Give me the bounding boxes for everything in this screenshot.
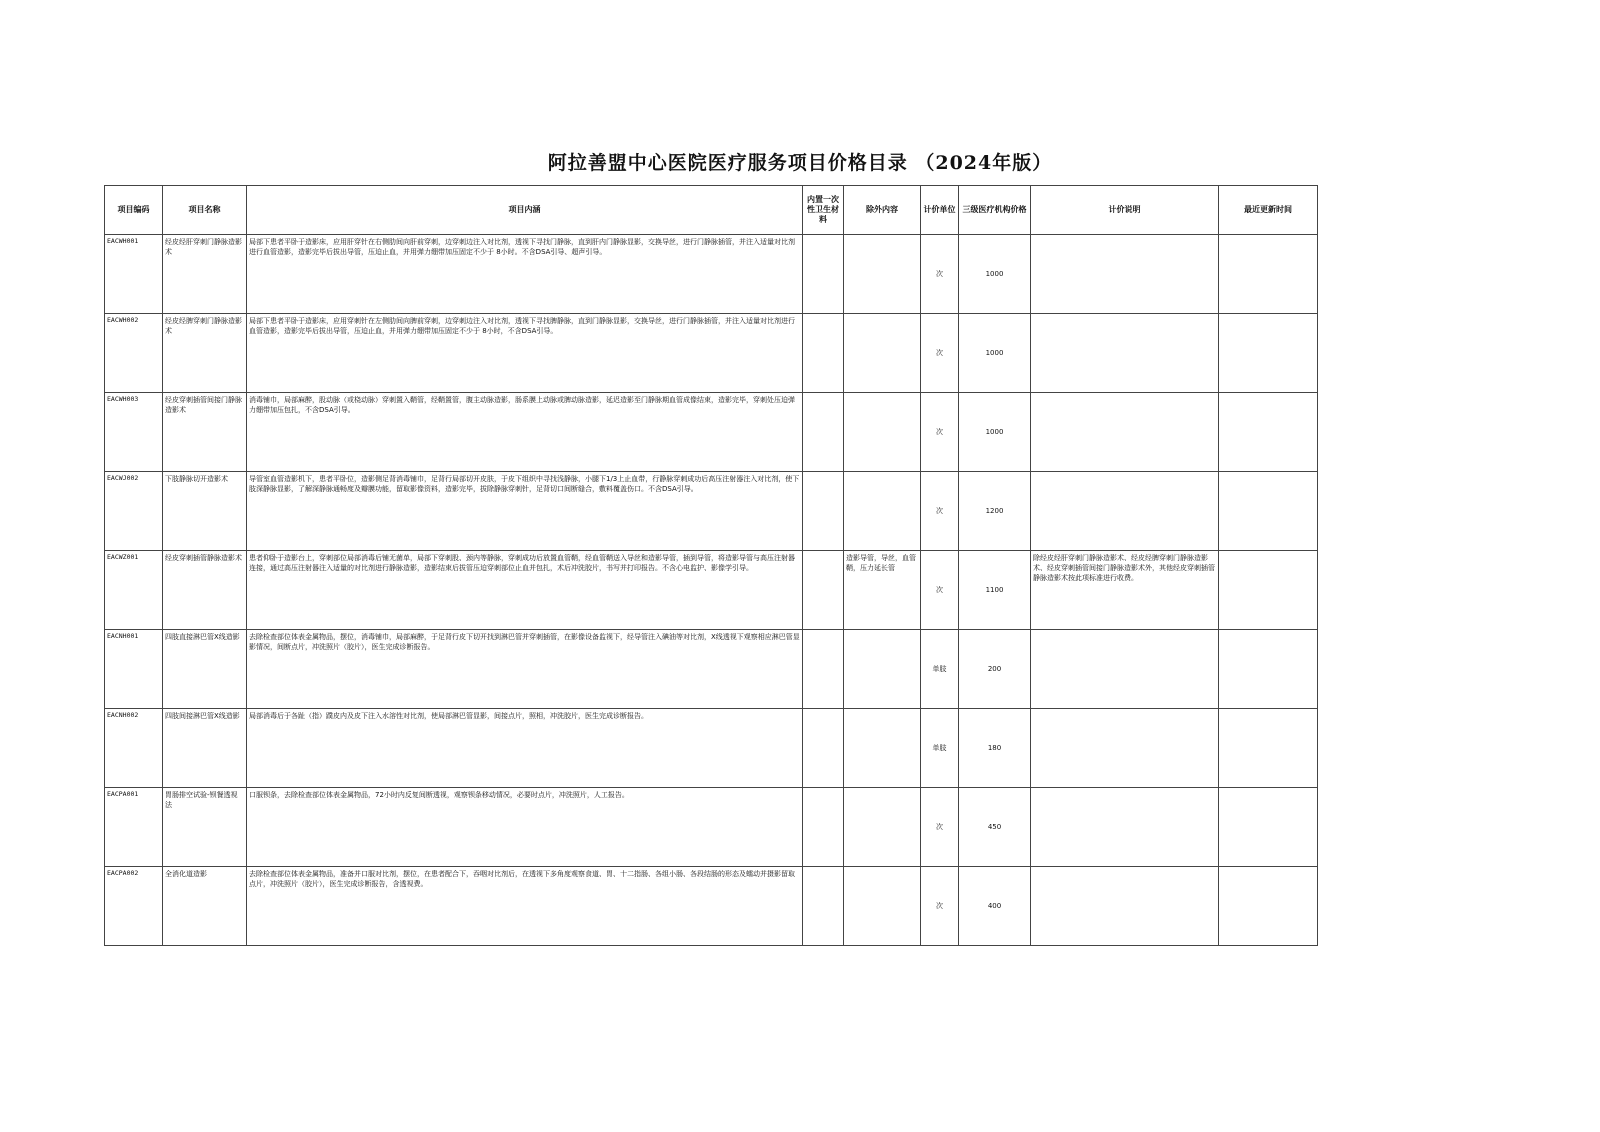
item-excluded: 造影导管，导丝，血管鞘，压力延长管 — [844, 551, 921, 630]
item-name: 经皮穿刺插管静脉造影术 — [163, 551, 247, 630]
item-content: 导管室血管造影机下，患者平卧位，造影侧足背消毒铺巾，足背行局部切开皮肤，于皮下组织中寻找浅静脉，小腿下1/3上止血带，行静脉穿刺成功后高压注射器注入对比剂，使下肢深静脉显影，了解深静脉通畅度及瓣膜功能，留取影像资料，造影完毕，拔除静脉穿刺针，足背切口间断缝合，敷料覆盖伤口。不含DSA引导。 — [247, 472, 803, 551]
item-updated — [1219, 867, 1318, 946]
item-consumable — [803, 788, 844, 867]
item-excluded — [844, 472, 921, 551]
table-row — [105, 235, 1318, 314]
item-unit: 次 — [921, 551, 959, 630]
item-consumable — [803, 393, 844, 472]
price-table — [104, 185, 1318, 946]
header-excluded: 除外内容 — [844, 186, 921, 235]
item-unit: 次 — [921, 788, 959, 867]
item-consumable — [803, 472, 844, 551]
item-price: 1100 — [959, 551, 1031, 630]
item-price: 200 — [959, 630, 1031, 709]
item-excluded — [844, 788, 921, 867]
item-consumable — [803, 630, 844, 709]
item-code: EACWH001 — [105, 235, 163, 314]
item-unit: 次 — [921, 393, 959, 472]
header-unit: 计价单位 — [921, 186, 959, 235]
item-unit: 单肢 — [921, 630, 959, 709]
item-name: 下肢静脉切开造影术 — [163, 472, 247, 551]
item-name: 经皮穿刺插管间接门静脉造影术 — [163, 393, 247, 472]
item-content: 口服钡条，去除检查部位体表金属物品，72小时内反复间断透视，观察钡条移动情况，必要时点片，冲洗照片，人工报告。 — [247, 788, 803, 867]
item-name: 全消化道造影 — [163, 867, 247, 946]
table-row — [105, 630, 1318, 709]
table-row — [105, 867, 1318, 946]
item-content: 患者仰卧于造影台上，穿刺部位局部消毒后铺无菌单，局部下穿刺股、颈内等静脉，穿刺成功后放置血管鞘，经血管鞘送入导丝和造影导管，插到导管，将造影导管与高压注射器连接，通过高压注射器注入适量的对比剂进行静脉造影，造影结束后拔管压迫穿刺部位止血并包扎，术后冲洗胶片，书写并打印报告。不含心电监护、影像学引导。 — [247, 551, 803, 630]
item-code: EACNH002 — [105, 709, 163, 788]
item-price: 450 — [959, 788, 1031, 867]
header-updated: 最近更新时间 — [1219, 186, 1318, 235]
header-content: 项目内涵 — [247, 186, 803, 235]
item-content: 局部下患者平卧于造影床，应用穿刺针在左侧肋间向脾前穿刺，边穿刺边注入对比剂，透视下寻找脾静脉，直到门静脉显影，交换导丝，进行门静脉插管，并注入适量对比剂进行血管造影，造影完毕后拔出导管，压迫止血，并用弹力绷带加压固定不少于 8小时，不含DSA引导。 — [247, 314, 803, 393]
item-name: 四肢直接淋巴管X线造影 — [163, 630, 247, 709]
header-consumable: 内置一次性卫生材料 — [803, 186, 844, 235]
item-consumable — [803, 235, 844, 314]
item-code: EACWH002 — [105, 314, 163, 393]
table-row — [105, 472, 1318, 551]
item-name: 胃肠排空试验-钡餐透视法 — [163, 788, 247, 867]
table-header-row — [105, 186, 1318, 235]
item-content: 去除检查部位体表金属物品，准备并口服对比剂，摆位，在患者配合下，吞咽对比剂后，在透视下多角度观察食道、胃、十二指肠、各组小肠、各段结肠的形态及蠕动并摄影留取点片，冲洗照片（胶片），医生完成诊断报告，含透视费。 — [247, 867, 803, 946]
table-row — [105, 788, 1318, 867]
item-unit: 次 — [921, 867, 959, 946]
item-updated — [1219, 709, 1318, 788]
table-row — [105, 709, 1318, 788]
item-content: 消毒铺巾，局部麻醉，股动脉（或桡动脉）穿刺置入鞘管，经鞘置管，腹主动脉造影，肠系膜上动脉或脾动脉造影，延迟造影至门静脉期血管成像结束，造影完毕，穿刺处压迫弹力绷带加压包扎，不含DSA引导。 — [247, 393, 803, 472]
item-updated — [1219, 235, 1318, 314]
item-note — [1031, 867, 1219, 946]
item-consumable — [803, 867, 844, 946]
page-title: 阿拉善盟中心医院医疗服务项目价格目录 （2024年版） — [547, 152, 1053, 174]
header-name: 项目名称 — [163, 186, 247, 235]
table-row — [105, 314, 1318, 393]
item-note — [1031, 630, 1219, 709]
item-note — [1031, 472, 1219, 551]
item-updated — [1219, 393, 1318, 472]
item-note — [1031, 393, 1219, 472]
item-code: EACPA001 — [105, 788, 163, 867]
table-row — [105, 393, 1318, 472]
item-price: 400 — [959, 867, 1031, 946]
item-updated — [1219, 472, 1318, 551]
item-price: 1000 — [959, 235, 1031, 314]
item-note — [1031, 235, 1219, 314]
item-note — [1031, 788, 1219, 867]
item-name: 经皮经肝穿刺门静脉造影术 — [163, 235, 247, 314]
item-content: 局部下患者平卧于造影床，应用肝穿针在右侧肋间向肝前穿刺，边穿刺边注入对比剂，透视下寻找门静脉，直到肝内门静脉显影，交换导丝，进行门静脉插管，并注入适量对比剂进行血管造影，造影完毕后拔出导管，压迫止血，并用弹力绷带加压固定不少于 8小时。不含DSA引导、超声引导。 — [247, 235, 803, 314]
item-code: EACWH003 — [105, 393, 163, 472]
item-code: EACPA002 — [105, 867, 163, 946]
item-excluded — [844, 235, 921, 314]
header-note: 计价说明 — [1031, 186, 1219, 235]
item-consumable — [803, 314, 844, 393]
item-name: 四肢间接淋巴管X线造影 — [163, 709, 247, 788]
item-consumable — [803, 551, 844, 630]
item-content: 去除检查部位体表金属物品，摆位，消毒铺巾，局部麻醉，于足背行皮下切开找到淋巴管并穿刺插管，在影像设备监视下，经导管注入碘油等对比剂，X线透视下观察相应淋巴管显影情况，间断点片，冲洗照片（胶片），医生完成诊断报告。 — [247, 630, 803, 709]
item-excluded — [844, 393, 921, 472]
item-note — [1031, 314, 1219, 393]
item-unit: 次 — [921, 472, 959, 551]
table-row — [105, 551, 1318, 630]
header-code: 项目编码 — [105, 186, 163, 235]
item-price: 180 — [959, 709, 1031, 788]
item-updated — [1219, 630, 1318, 709]
item-excluded — [844, 709, 921, 788]
item-price: 1000 — [959, 393, 1031, 472]
item-price: 1200 — [959, 472, 1031, 551]
item-price: 1000 — [959, 314, 1031, 393]
item-note — [1031, 709, 1219, 788]
item-unit: 单肢 — [921, 709, 959, 788]
item-updated — [1219, 314, 1318, 393]
item-note: 除经皮经肝穿刺门静脉造影术、经皮经脾穿刺门静脉造影术、经皮穿刺插管间接门静脉造影术外，其他经皮穿刺插管静脉造影术按此项标准进行收费。 — [1031, 551, 1219, 630]
item-unit: 次 — [921, 235, 959, 314]
item-code: EACWZ001 — [105, 551, 163, 630]
item-content: 局部消毒后于各趾（指）蹼皮内及皮下注入水溶性对比剂，使局部淋巴管显影，间接点片，照相，冲洗胶片，医生完成诊断报告。 — [247, 709, 803, 788]
item-updated — [1219, 551, 1318, 630]
item-excluded — [844, 314, 921, 393]
item-consumable — [803, 709, 844, 788]
item-name: 经皮经脾穿刺门静脉造影术 — [163, 314, 247, 393]
header-price: 三级医疗机构价格 — [959, 186, 1031, 235]
item-unit: 次 — [921, 314, 959, 393]
item-updated — [1219, 788, 1318, 867]
item-code: EACNH001 — [105, 630, 163, 709]
item-code: EACWJ002 — [105, 472, 163, 551]
item-excluded — [844, 630, 921, 709]
item-excluded — [844, 867, 921, 946]
